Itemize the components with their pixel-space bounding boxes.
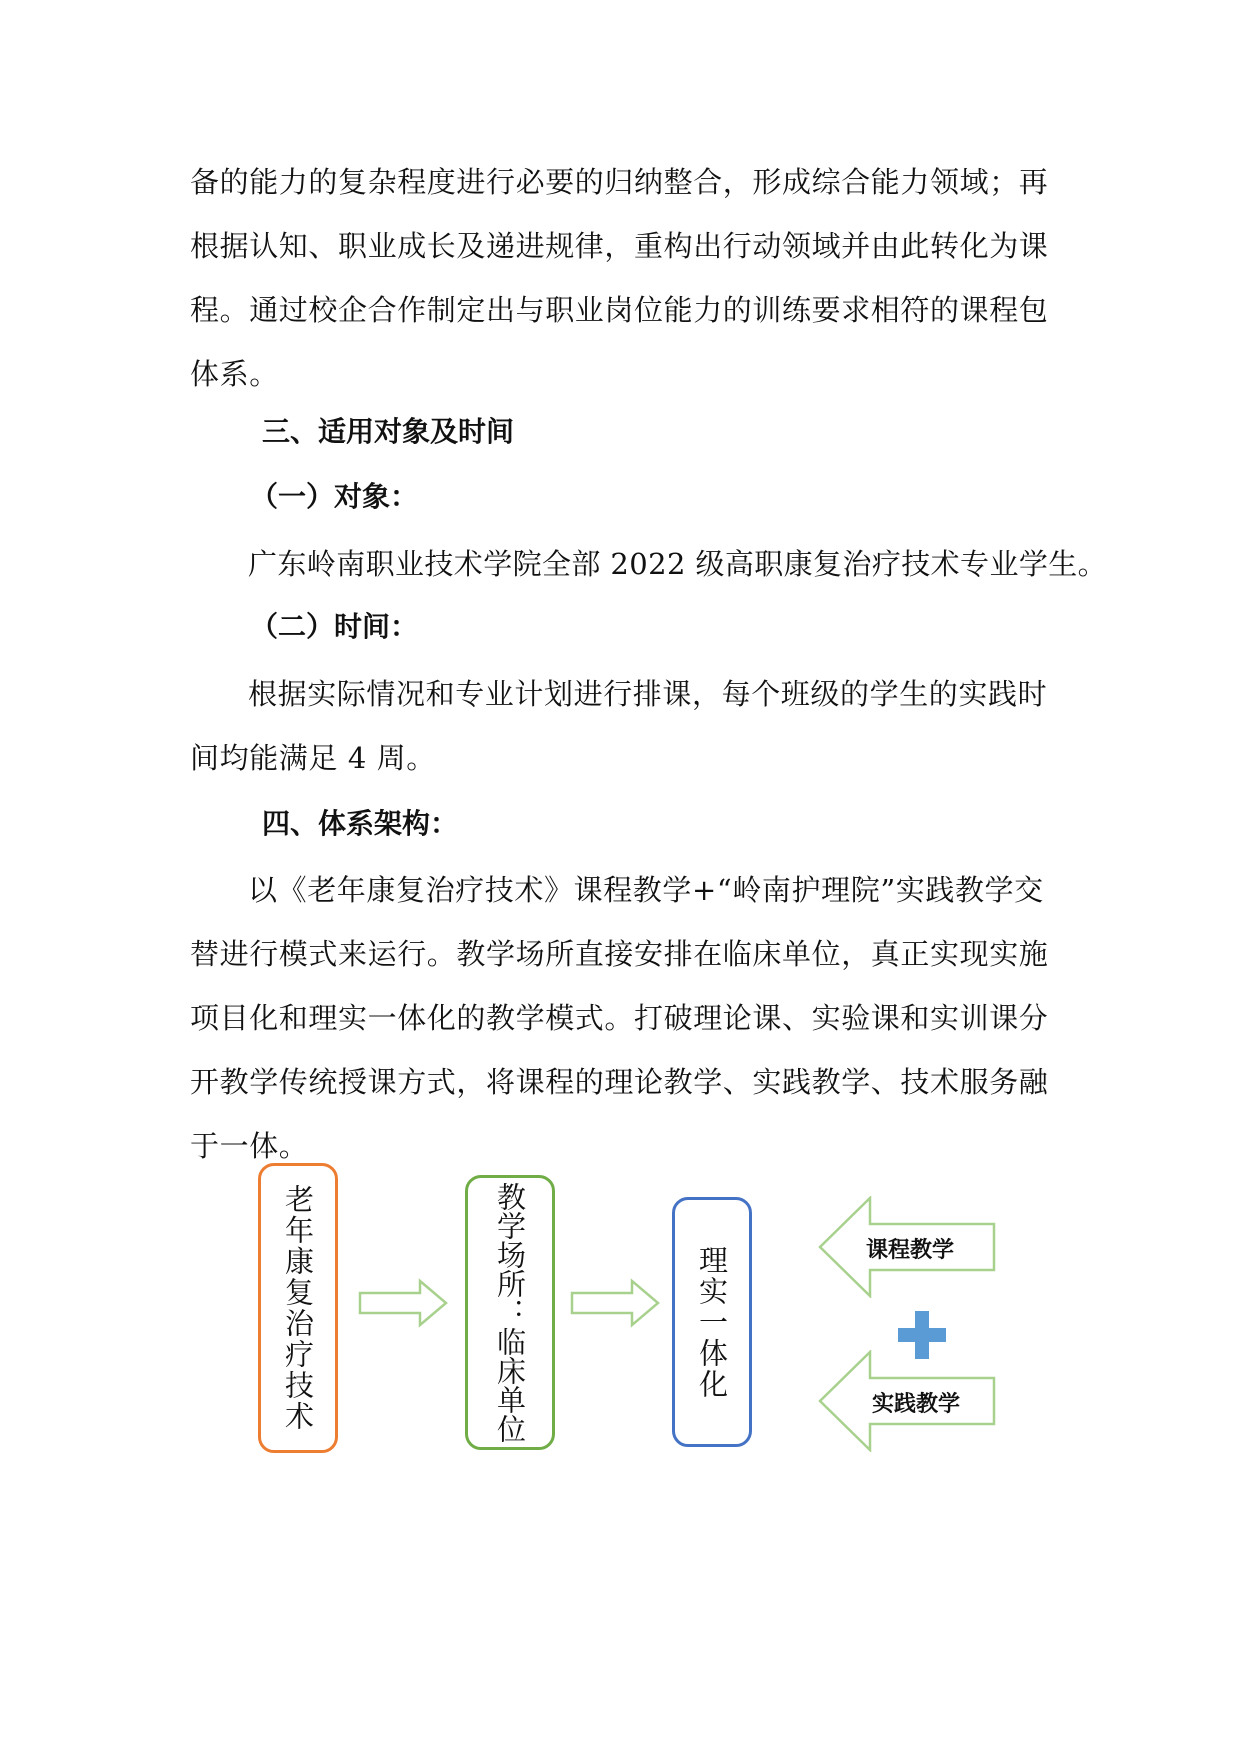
box-integration (672, 1197, 752, 1447)
section-3-sub2-heading: （二）时间： (250, 610, 419, 643)
plus-icon (896, 1309, 948, 1361)
intro-paragraph: 备的能力的复杂程度进行必要的归纳整合，形成综合能力领域；再根据认知、职业成长及递进规律，重构出行动领域并由此转化为课程。通过校企合作制定出与职业岗位能力的训练要求相符的课程包体系。 (190, 165, 1049, 391)
section-4-heading: 四、体系架构： (262, 807, 459, 840)
section-3-sub1-heading: （一）对象： (250, 480, 419, 513)
section-3-heading: 三、适用对象及时间 (262, 415, 515, 448)
box-elderly-rehab-label: 老年康复治疗技术 (281, 1184, 315, 1432)
section-4-text: 以《老年康复治疗技术》课程教学+“岭南护理院”实践教学交替进行模式来运行。教学场所直接安排在临床单位，真正实现实施项目化和理实一体化的教学模式。打破理论课、实验课和实训课分开教学传统授课方式，将课程的理论教学、实践教学、技术服务融于一体。 (190, 873, 1049, 1163)
arrow-label-practice: 实践教学 (872, 1391, 961, 1417)
box-teaching-site (465, 1175, 555, 1450)
section-3-sub1-text: 广东岭南职业技术学院全部 2022 级高职康复治疗技术专业学生。 (248, 547, 1108, 581)
box-integration-label: 理实一体化 (695, 1244, 729, 1400)
arrow-left-practice (818, 1350, 998, 1452)
box-elderly-rehab (258, 1163, 338, 1453)
arrow-right-2 (570, 1278, 660, 1328)
arrow-left-course (818, 1196, 998, 1298)
section-3-sub2-text: 根据实际情况和专业计划进行排课，每个班级的学生的实践时间均能满足 4 周。 (190, 677, 1048, 775)
arrow-label-course: 课程教学 (866, 1237, 955, 1263)
arrow-right-1 (358, 1278, 448, 1328)
box-teaching-site-label: 教学场所：临床单位 (493, 1182, 527, 1443)
